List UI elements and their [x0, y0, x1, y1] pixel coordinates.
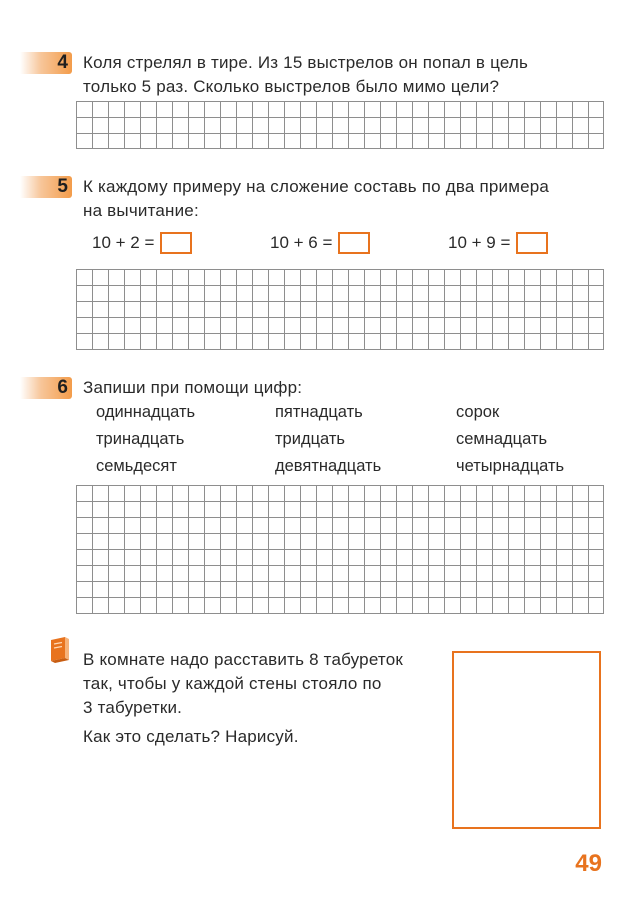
answer-grid[interactable] [76, 269, 604, 350]
example-text: 10 + 6 = [270, 233, 333, 252]
book-icon [48, 636, 72, 664]
words-column-3 [456, 399, 564, 480]
number-word: семнадцать [456, 430, 548, 448]
drawing-box[interactable] [452, 651, 601, 829]
answer-grid[interactable] [76, 101, 604, 149]
task-number-badge [20, 176, 72, 198]
task-4-text [83, 51, 600, 99]
task-5-text [83, 175, 600, 223]
task-5-line-1: К каждому примеру на сложение составь по два примера [83, 177, 550, 196]
number-word: одиннадцать [96, 403, 196, 421]
task-number-badge [20, 52, 72, 74]
task-7-line-1: В комнате надо расставить 8 табуреток [83, 650, 403, 669]
task-6-heading: Запиши при помощи цифр: [83, 378, 303, 397]
task-7-text [83, 648, 431, 749]
answer-box[interactable] [516, 232, 548, 254]
task-7-line-2: так, чтобы у каждой стены стояло по [83, 674, 382, 693]
number-word: пятнадцать [275, 403, 363, 421]
task-number: 5 [57, 176, 68, 197]
number-word: тридцать [275, 430, 345, 448]
answer-grid[interactable] [76, 485, 604, 614]
example-text: 10 + 9 = [448, 233, 511, 252]
task-7-line-4: Как это сделать? Нарисуй. [83, 727, 299, 746]
task-number: 4 [57, 52, 68, 73]
number-word: семьдесят [96, 457, 177, 475]
answer-box[interactable] [160, 232, 192, 254]
number-word: четырнадцать [456, 457, 565, 475]
words-column-1 [96, 399, 195, 480]
example-2 [270, 231, 370, 255]
number-word: сорок [456, 403, 500, 421]
number-word: девятнадцать [275, 457, 382, 475]
task-4-line-2: только 5 раз. Сколько выстрелов было мимо цели? [83, 77, 500, 96]
task-7-line-3: 3 табуретки. [83, 698, 183, 717]
answer-box[interactable] [338, 232, 370, 254]
task-number: 6 [57, 377, 68, 398]
example-text: 10 + 2 = [92, 233, 155, 252]
task-5-line-2: на вычитание: [83, 201, 199, 220]
page-number: 49 [575, 850, 602, 877]
task-number-badge [20, 377, 72, 399]
example-3 [448, 231, 548, 255]
task-4-line-1: Коля стрелял в тире. Из 15 выстрелов он попал в цель [83, 53, 529, 72]
example-1 [92, 231, 192, 255]
number-word: тринадцать [96, 430, 185, 448]
words-column-2 [275, 399, 381, 480]
